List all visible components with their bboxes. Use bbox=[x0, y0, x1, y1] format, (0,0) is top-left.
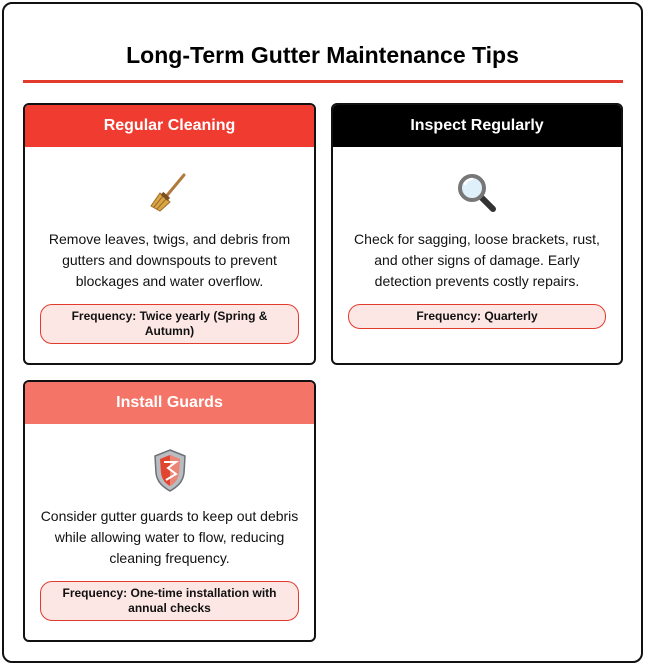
broom-icon bbox=[25, 169, 314, 217]
magnifying-glass-icon bbox=[333, 169, 621, 217]
card-heading: Install Guards bbox=[25, 382, 314, 424]
frequency-badge: Frequency: Twice yearly (Spring & Autumn) bbox=[40, 304, 299, 344]
page-title: Long-Term Gutter Maintenance Tips bbox=[126, 42, 519, 68]
card-description: Consider gutter guards to keep out debris while allowing water to flow, reducing cleaning frequency. bbox=[40, 508, 299, 566]
shield-icon bbox=[25, 446, 314, 494]
card-description: Check for sagging, loose brackets, rust, and other signs of damage. Early detection prevents costly repairs. bbox=[354, 231, 600, 289]
card-description: Remove leaves, twigs, and debris from gutters and downspouts to prevent blockages and water overflow. bbox=[48, 231, 291, 289]
card-heading: Regular Cleaning bbox=[25, 105, 314, 147]
card-regular-cleaning bbox=[23, 103, 316, 365]
frequency-badge: Frequency: Quarterly bbox=[348, 304, 606, 329]
card-heading: Inspect Regularly bbox=[333, 105, 621, 147]
frequency-badge: Frequency: One-time installation with annual checks bbox=[40, 581, 299, 621]
card-install-guards bbox=[23, 380, 316, 642]
title-divider bbox=[23, 80, 623, 83]
card-inspect-regularly bbox=[331, 103, 623, 365]
